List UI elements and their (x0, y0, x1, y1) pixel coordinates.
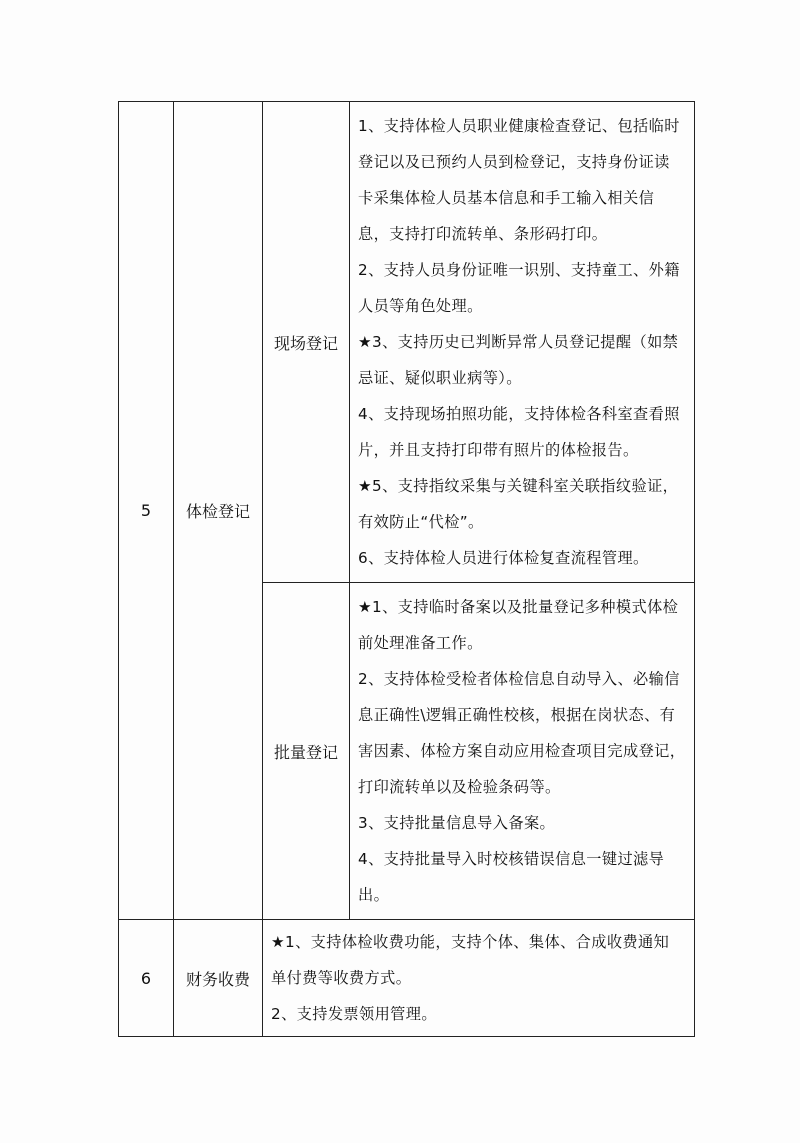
description-line: 人员等角色处理。 (358, 297, 483, 315)
subsection-title: 批量登记 (273, 742, 338, 762)
subsection-title-cell (263, 102, 350, 583)
description-line: 单付费等收费方式。 (271, 969, 412, 987)
description-line: 6、支持体检人员进行体检复查流程管理。 (358, 549, 649, 567)
row-number-cell (119, 102, 174, 920)
description-line: 出。 (358, 886, 390, 904)
description-line: 2、支持发票领用管理。 (271, 1005, 437, 1023)
module-name-cell (174, 102, 263, 920)
requirements-table (118, 101, 695, 1037)
description-line: 卡采集体检人员基本信息和手工输入相关信 (358, 189, 655, 207)
description-line: 片，并且支持打印带有照片的体检报告。 (358, 441, 639, 459)
description-line: 息正确性\逻辑正确性校核，根据在岗状态、有 (358, 706, 676, 724)
description-line: 3、支持批量信息导入备案。 (358, 814, 556, 832)
description-line: ★1、支持体检收费功能，支持个体、集体、合成收费通知 (271, 933, 670, 951)
description-line: 4、支持现场拍照功能，支持体检各科室查看照 (358, 405, 680, 423)
description-line: 害因素、体检方案自动应用检查项目完成登记， (358, 742, 686, 760)
description-line: 1、支持体检人员职业健康检查登记、包括临时 (358, 117, 680, 135)
description-line: 打印流转单以及检验条码等。 (358, 778, 561, 796)
description-line: 有效防止“代检”。 (358, 513, 484, 531)
module-name: 财务收费 (185, 969, 250, 989)
row-number: 5 (140, 501, 152, 520)
module-name: 体检登记 (185, 502, 250, 521)
description-cell (350, 583, 695, 920)
description-line: 4、支持批量导入时校核错误信息一键过滤导 (358, 850, 665, 868)
description-line: 登记以及已预约人员到检登记，支持身份证读 (358, 153, 670, 171)
description-cell (350, 102, 695, 583)
description-line: 2、支持人员身份证唯一识别、支持童工、外籍 (358, 261, 680, 279)
subsection-title-cell (263, 583, 350, 920)
description-line: ★5、支持指纹采集与关键科室关联指纹验证， (358, 477, 679, 495)
subsection-title: 现场登记 (273, 333, 338, 353)
module-name-cell (174, 920, 263, 1037)
description-line: ★1、支持临时备案以及批量登记多种模式体检 (358, 598, 679, 616)
description-cell (263, 920, 695, 1037)
table-row (119, 920, 695, 1037)
row-number-cell (119, 920, 174, 1037)
table-row (119, 102, 695, 583)
description-line: 息，支持打印流转单、条形码打印。 (358, 225, 608, 243)
description-line: ★3、支持历史已判断异常人员登记提醒（如禁 (358, 333, 679, 351)
description-line: 忌证、疑似职业病等）。 (358, 369, 522, 387)
row-number: 6 (140, 968, 152, 988)
description-line: 2、支持体检受检者体检信息自动导入、必输信 (358, 670, 680, 688)
description-line: 前处理准备工作。 (358, 634, 483, 652)
